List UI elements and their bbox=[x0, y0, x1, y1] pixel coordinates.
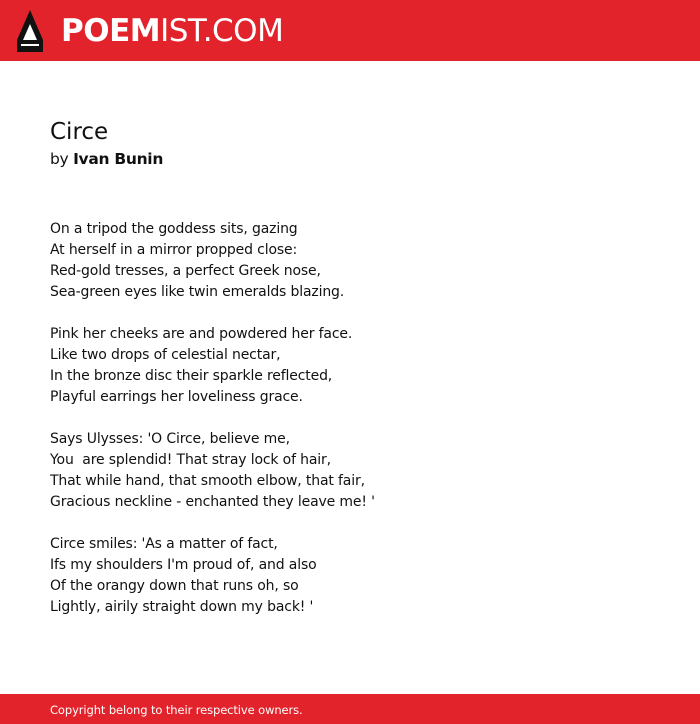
poem-line: Pink her cheeks are and powdered her face. bbox=[50, 326, 353, 342]
poem-line: Says Ulysses: 'O Circe, believe me, bbox=[50, 431, 290, 447]
author-name[interactable]: Ivan Bunin bbox=[73, 150, 164, 168]
site-footer bbox=[0, 694, 700, 724]
poem-line: Sea-green eyes like twin emeralds blazing. bbox=[50, 284, 345, 300]
stanza bbox=[50, 219, 670, 303]
logo-bold-text: POEM bbox=[61, 13, 161, 49]
copyright-notice: Copyright belong to their respective owners. bbox=[50, 703, 303, 717]
site-header bbox=[0, 0, 700, 61]
stanza bbox=[50, 534, 670, 618]
stanza bbox=[50, 324, 670, 408]
poem-line: You are splendid! That stray lock of hair, bbox=[50, 452, 331, 468]
poem-line: Lightly, airily straight down my back! ' bbox=[50, 599, 314, 615]
poem-line: On a tripod the goddess sits, gazing bbox=[50, 221, 298, 237]
poem-line: Red-gold tresses, a perfect Greek nose, bbox=[50, 263, 321, 279]
poem-body bbox=[50, 219, 670, 639]
by-label: by bbox=[50, 150, 69, 168]
poem-line: Gracious neckline - enchanted they leave me! ' bbox=[50, 494, 375, 510]
poem-line: Playful earrings her loveliness grace. bbox=[50, 389, 303, 405]
poem-line: Like two drops of celestial nectar, bbox=[50, 347, 281, 363]
poem-line: Circe smiles: 'As a matter of fact, bbox=[50, 536, 278, 552]
poem-line: That while hand, that smooth elbow, that fair, bbox=[50, 473, 365, 489]
site-logo[interactable] bbox=[61, 11, 283, 51]
stanza bbox=[50, 429, 670, 513]
logo-light-text: IST.COM bbox=[160, 13, 284, 49]
poem-line: Ifs my shoulders I'm proud of, and also bbox=[50, 557, 317, 573]
poem-line: In the bronze disc their sparkle reflected, bbox=[50, 368, 333, 384]
poem-line: Of the orangy down that runs oh, so bbox=[50, 578, 299, 594]
byline bbox=[50, 148, 163, 170]
poem-title: Circe bbox=[50, 119, 109, 145]
poem-line: At herself in a mirror propped close: bbox=[50, 242, 298, 258]
pencil-tip-icon[interactable] bbox=[17, 10, 43, 52]
